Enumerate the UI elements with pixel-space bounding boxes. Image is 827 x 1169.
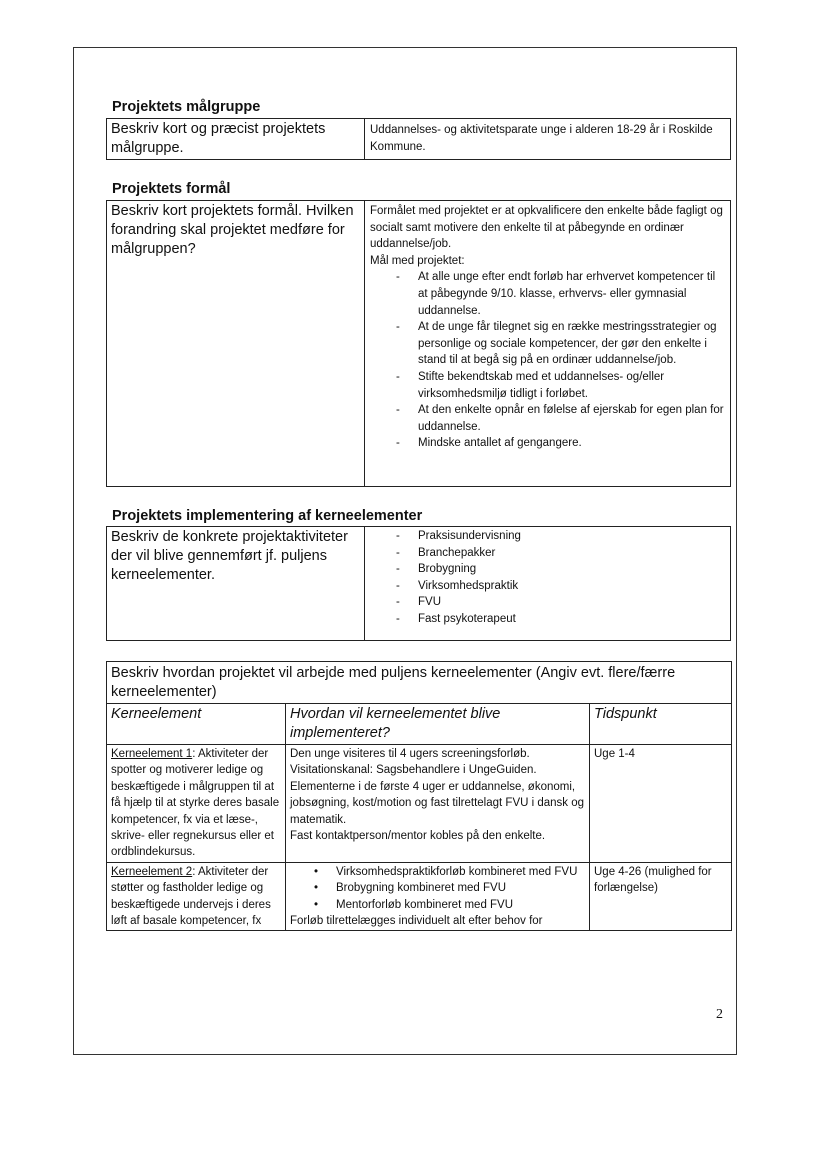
column-divider — [364, 119, 365, 159]
implementation-1-cell — [286, 745, 590, 863]
table-header-row — [107, 704, 732, 745]
activity-item: - Brobygning — [370, 561, 725, 578]
section-title-maalgruppe: Projektets målgruppe — [112, 99, 261, 115]
implementering-answer — [370, 528, 725, 628]
goal-item: - At den enkelte opnår en følelse af ejerskab for egen plan for uddannelse. — [370, 402, 725, 435]
formaal-box — [106, 200, 731, 487]
tidspunkt-2-cell: Uge 4-26 (mulighed for forlængelse) — [590, 862, 732, 931]
activity-item: - Virksomhedspraktik — [370, 578, 725, 595]
header-hvordan: Hvordan vil kerneelementet blive implementeret? — [286, 704, 590, 745]
goals-label: Mål med projektet: — [370, 254, 465, 267]
section-title-implementering: Projektets implementering af kerneelementer — [112, 508, 423, 524]
implementation-bullets — [290, 864, 585, 913]
column-divider — [364, 527, 365, 640]
table-row — [107, 745, 732, 863]
kerneelement-2-text: : Aktiviteter der støtter og fastholder ledige og beskæftigede undervejs i deres løft af basale kompetencer, fx — [111, 865, 271, 928]
implementering-question: Beskriv de konkrete projektaktiviteter der vil blive gennemført jf. puljens kerneelementer. — [111, 529, 348, 583]
kerneelement-2-label: Kerneelement 2 — [111, 865, 193, 878]
bullet-item: • Mentorforløb kombineret med FVU — [290, 897, 585, 913]
implementation-line: Visitationskanal: Sagsbehandlere i UngeGuiden. — [290, 764, 537, 777]
header-tidspunkt: Tidspunkt — [590, 704, 732, 745]
activity-item: - Praksisundervisning — [370, 528, 725, 545]
formaal-answer — [370, 203, 725, 452]
column-divider — [364, 201, 365, 486]
maalgruppe-box — [106, 118, 731, 160]
activity-item: - Branchepakker — [370, 545, 725, 562]
goal-item: - Stifte bekendtskab med et uddannelses- og/eller virksomhedsmiljø tidligt i forløbet. — [370, 369, 725, 402]
activities-list — [370, 528, 725, 628]
bullet-item: • Brobygning kombineret med FVU — [290, 880, 585, 896]
tidspunkt-1-cell: Uge 1-4 — [590, 745, 732, 863]
formaal-intro: Formålet med projektet er at opkvalificere den enkelte både fagligt og socialt samt motivere den enkelte til at påbegynde en ordinær uddannelse/job. — [370, 205, 723, 251]
implementation-2-cell — [286, 862, 590, 931]
implementation-line: Den unge visiteres til 4 ugers screeningsforløb. — [290, 748, 530, 760]
activity-item: - FVU — [370, 594, 725, 611]
maalgruppe-answer: Uddannelses- og aktivitetsparate unge i alderen 18-29 år i Roskilde Kommune. — [370, 124, 713, 153]
kerneelement-1-cell — [107, 745, 286, 863]
implementation-line: Fast kontaktperson/mentor kobles på den enkelte. — [290, 830, 546, 843]
header-kerneelement: Kerneelement — [107, 704, 286, 745]
kerneelement-2-cell — [107, 862, 286, 931]
kerneelement-1-text: : Aktiviteter der spotter og motiverer ledige og beskæftigede i målgruppen til at få hjælp til at styrke deres basale kompetencer, fx via et læse-, skrive- eller regnekursus eller et ordblindekursus. — [111, 748, 280, 859]
goal-item: - Mindske antallet af gengangere. — [370, 435, 725, 452]
kerneelement-1-label: Kerneelement 1 — [111, 748, 193, 760]
formaal-question: Beskriv kort projektets formål. Hvilken forandring skal projektet medføre for målgruppen? — [111, 203, 354, 257]
kerneelementer-table — [106, 661, 732, 931]
implementation-line: Elementerne i de første 4 uger er uddannelse, økonomi, jobsøgning, kost/motion og fast tilrettelagt FVU i dansk og matematik. — [290, 780, 585, 826]
goal-item: - At alle unge efter endt forløb har erhvervet kompetencer til at påbegynde 9/10. klasse, erhvervs- eller gymnasial uddannelse. — [370, 269, 725, 319]
implementering-box — [106, 526, 731, 641]
bullet-item: • Virksomhedspraktikforløb kombineret med FVU — [290, 864, 585, 880]
section-title-formaal: Projektets formål — [112, 181, 231, 197]
table-intro: Beskriv hvordan projektet vil arbejde med puljens kerneelementer (Angiv evt. flere/færre kerneelementer) — [107, 662, 732, 704]
goals-list — [370, 269, 725, 452]
goal-item: - At de unge får tilegnet sig en række mestringsstrategier og personlige og sociale kompetencer, der gør den enkelte i stand til at begå sig på en ordinær uddannelse/job. — [370, 319, 725, 369]
implementation-line: Forløb tilrettelægges individuelt alt efter behov for — [290, 915, 543, 928]
page-number: 2 — [716, 1007, 723, 1022]
table-row — [107, 862, 732, 931]
maalgruppe-question: Beskriv kort og præcist projektets målgruppe. — [111, 121, 326, 156]
activity-item: - Fast psykoterapeut — [370, 611, 725, 628]
